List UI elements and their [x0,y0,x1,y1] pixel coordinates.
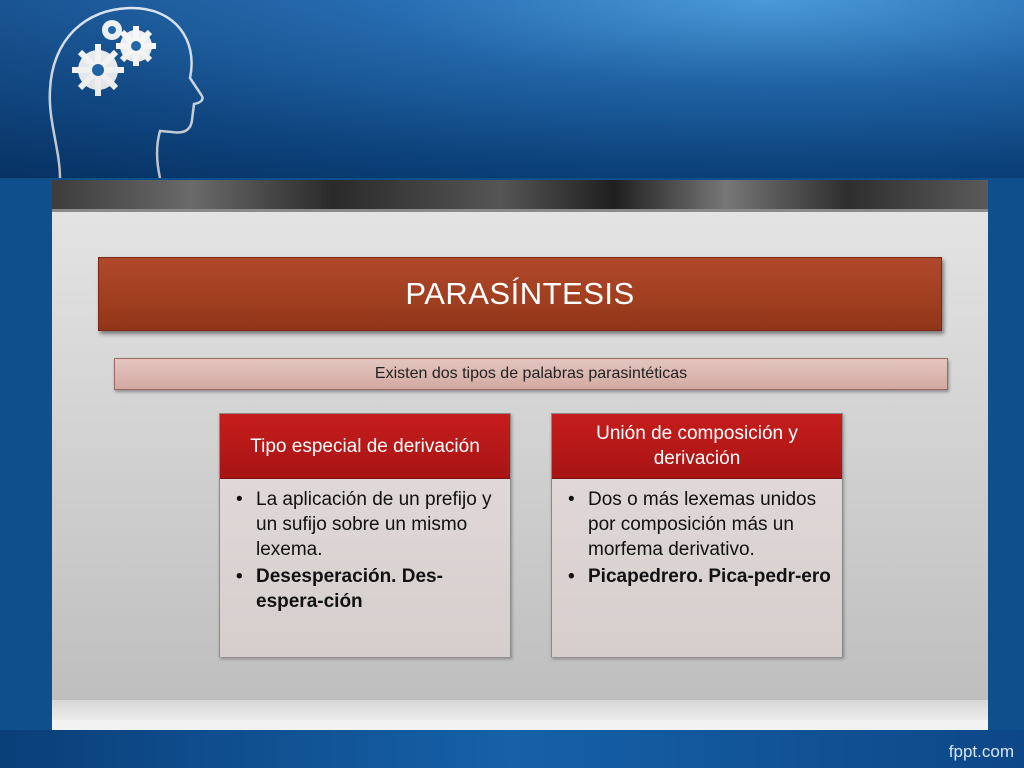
slide-bottom-strip [52,700,988,720]
slide-content [52,180,988,720]
card-heading: Tipo especial de derivación [220,414,510,479]
bullet-item-example: • Desesperación. Des-espera-ción [234,564,500,614]
bullet-list [234,487,500,614]
card-derivacion [219,413,511,657]
slide-edge [52,720,988,730]
card-composicion [551,413,843,657]
header-banner [0,0,1024,178]
subtitle-box [114,358,948,390]
slide-subtitle: Existen dos tipos de palabras parasintéticas [374,365,688,382]
head-with-gears-icon [40,0,210,178]
bullet-item: • Dos o más lexemas unidos por composición más un morfema derivativo. [566,487,832,562]
bullet-list [566,487,832,589]
slide-title: PARASÍNTESIS [405,276,635,311]
bullet-item-example: • Picapedrero. Pica-pedr-ero [566,564,832,589]
brand-text: fppt.com [948,742,1014,761]
card-body [220,479,510,657]
card-body [552,479,842,657]
title-box [98,257,942,331]
card-heading: Unión de composición y derivación [552,414,842,479]
decorative-gear-strip [52,180,988,212]
footer-bar [0,730,1024,768]
bullet-item: • La aplicación de un prefijo y un sufijo sobre un mismo lexema. [234,487,500,562]
